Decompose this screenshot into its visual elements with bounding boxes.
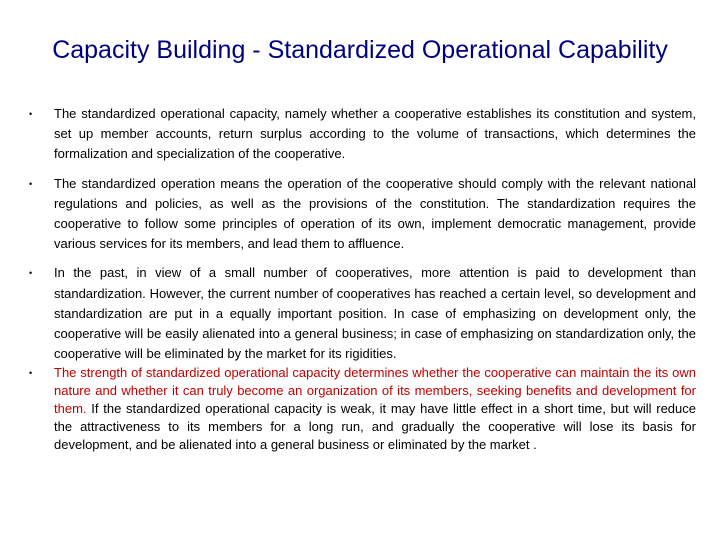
bullet-item bbox=[24, 104, 696, 165]
bullet-icon: • bbox=[29, 268, 33, 279]
bullet-icon: • bbox=[29, 109, 33, 119]
bullet-text: If the standardized operational capacity is weak, it may have little effect in a short time, but will reduce the attractiveness to its members for a long run, and gradually the cooperative will lose its basis for development, and be alienated into a general business or eliminated by the market . bbox=[54, 401, 696, 453]
bullet-text: In the past, in view of a small number of cooperatives, more attention is paid to development than standardization. However, the current number of cooperatives has reached a certain level, so development and standardization are put in a equally important position. In case of emphasizing on development only, the cooperative will be easily alienated into a general business; in case of emphasizing on standardization only, the cooperative will be eliminated by the market for its rigidities. bbox=[54, 265, 696, 362]
bullet-icon: • bbox=[29, 368, 33, 379]
bullet-icon: • bbox=[29, 178, 33, 189]
emphasized-text: The strength of standardized operational capacity determines whether the cooperative can maintain the its own nature and whether it can truly become an organization of its members, seeking benefits and development for them. bbox=[54, 365, 696, 417]
bullet-list bbox=[24, 104, 696, 454]
bullet-item bbox=[24, 364, 696, 454]
bullet-text: The standardized operation means the operation of the cooperative should comply with the relevant national regulations and policies, as well as the provisions of the constitution. The standardization requires the cooperative to follow some principles of operation of its own, implement democratic management, provide various services for its members, and lead them to affluence. bbox=[54, 175, 696, 252]
bullet-item bbox=[24, 174, 696, 255]
bullet-text: The standardized operational capacity, namely whether a cooperative establishes its constitution and system, set up member accounts, return surplus according to the volume of transactions, which determines the formalization and specialization of the cooperative. bbox=[54, 106, 696, 162]
bullet-item bbox=[24, 263, 696, 364]
slide-title: Capacity Building - Standardized Operational Capability bbox=[52, 36, 668, 64]
